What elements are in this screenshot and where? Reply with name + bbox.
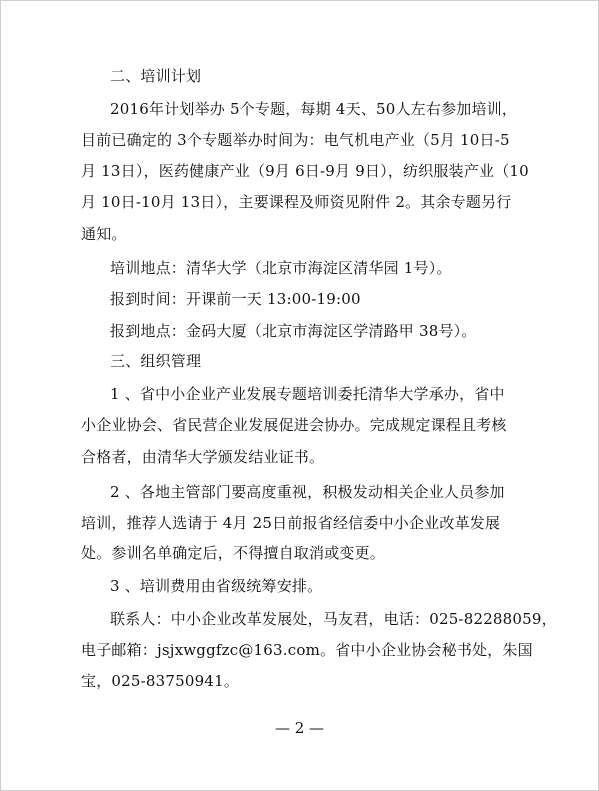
contact-line: 宝，025-83750941。 — [81, 672, 240, 690]
contact-line: 电子邮箱：jsjxwggfzc@163.com。省中小企业协会秘书处，朱国 — [81, 641, 533, 659]
paragraph-line: 合格者，由清华大学颁发结业证书。 — [81, 448, 325, 466]
paragraph-line: 2016年计划举办 5个专题，每期 4天、50人左右参加培训， — [110, 100, 518, 118]
paragraph-line: 3 、培训费用由省级统筹安排。 — [110, 577, 323, 595]
page-number: — 2 — — [274, 719, 325, 737]
registration-location: 报到地点：金码大厦（北京市海淀区学清路甲 38号）。 — [110, 322, 477, 340]
paragraph-line: 月 13日），医药健康产业（9月 6日-9月 9日），纺织服装产业（10 — [81, 162, 529, 180]
section-heading-organization: 三、组织管理 — [110, 352, 202, 370]
paragraph-line: 处。参训名单确定后，不得擅自取消或变更。 — [81, 544, 386, 562]
registration-time: 报到时间：开课前一天 13:00-19:00 — [110, 290, 361, 308]
paragraph-line: 月 10日-10月 13日），主要课程及师资见附件 2。其余专题另行 — [81, 193, 512, 211]
paragraph-line: 1 、省中小企业产业发展专题培训委托清华大学承办，省中 — [110, 385, 505, 403]
paragraph-line: 2 、各地主管部门要高度重视，积极发动相关企业人员参加 — [110, 483, 505, 501]
contact-line: 联系人：中小企业改革发展处，马友君，电话：025-82288059， — [110, 610, 557, 628]
training-location: 培训地点：清华大学（北京市海淀区清华园 1号）。 — [110, 259, 452, 277]
paragraph-line: 通知。 — [81, 225, 127, 243]
paragraph-line: 小企业协会、省民营企业发展促进会协办。完成规定课程且考核 — [81, 416, 507, 434]
section-heading-training-plan: 二、培训计划 — [110, 67, 202, 85]
paragraph-line: 培训，推荐人选请于 4月 25日前报省经信委中小企业改革发展 — [81, 514, 501, 532]
paragraph-line: 目前已确定的 3个专题举办时间为：电气机电产业（5月 10日-5 — [81, 131, 510, 149]
